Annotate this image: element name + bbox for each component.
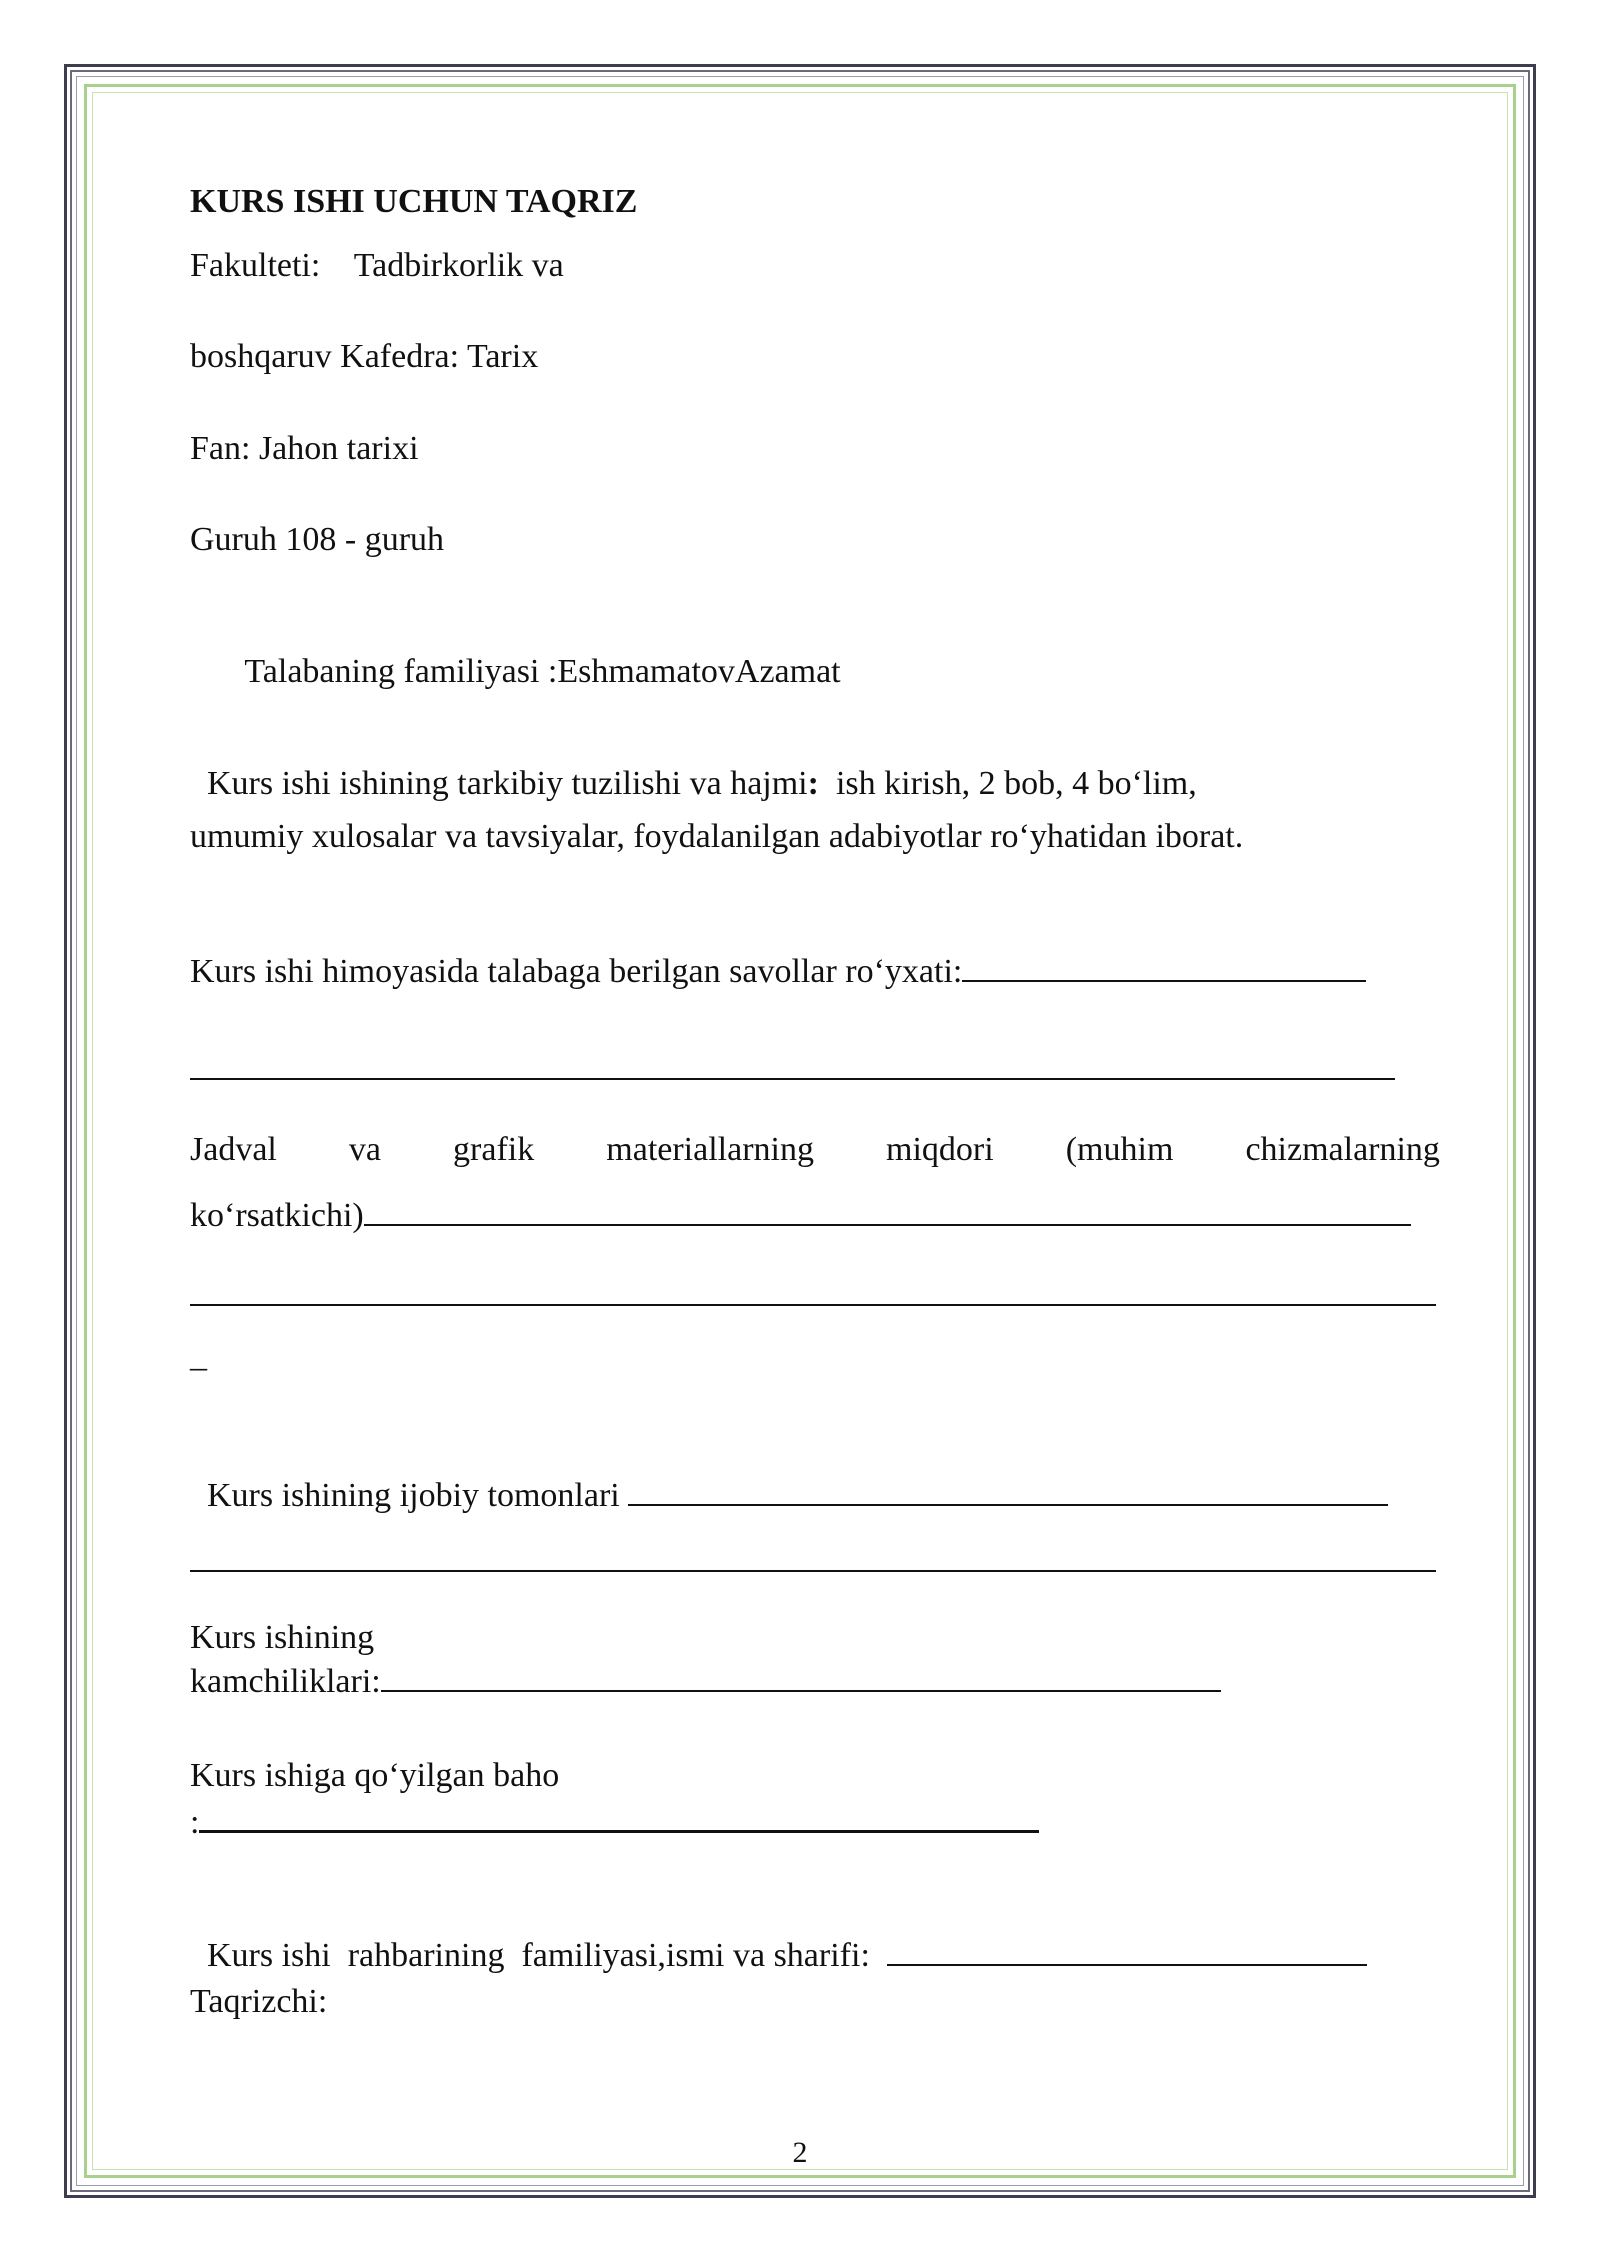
shortcomings-line-2 xyxy=(190,1660,1221,1702)
positive-blank[interactable] xyxy=(628,1474,1388,1506)
faculty-line-2: boshqaruv Kafedra: Tarix xyxy=(190,338,539,375)
document-title: KURS ISHI UCHUN TAQRIZ xyxy=(190,183,638,220)
group-line: Guruh 108 - guruh xyxy=(190,521,445,558)
questions-blank-line-2[interactable] xyxy=(190,1078,1395,1080)
shortcomings-label: kamchiliklari: xyxy=(190,1663,381,1700)
supervisor-label: Kurs ishi rahbarining familiyasi,ismi va sharifi: xyxy=(207,1937,887,1974)
materials-blank[interactable] xyxy=(364,1194,1411,1226)
positive-label: Kurs ishining ijobiy tomonlari xyxy=(207,1477,629,1514)
materials-word: chizmalarning xyxy=(1245,1131,1440,1168)
page-number: 2 xyxy=(792,2136,808,2169)
questions-line xyxy=(190,950,1366,992)
grade-blank[interactable] xyxy=(199,1800,1039,1833)
questions-blank[interactable] xyxy=(962,950,1366,982)
supervisor-blank[interactable] xyxy=(887,1934,1367,1966)
structure-line-2: umumiy xulosalar va tavsiyalar, foydalanilgan adabiyotlar ro‘yhatidan iborat. xyxy=(190,818,1244,855)
questions-label: Kurs ishi himoyasida talabaga berilgan savollar ro‘yxati: xyxy=(190,953,963,990)
structure-label: Kurs ishi ishining tarkibiy tuzilishi va hajmi xyxy=(207,765,808,802)
subject-line: Fan: Jahon tarixi xyxy=(190,430,419,467)
reviewer-label: Taqrizchi: xyxy=(190,1983,328,2020)
positive-line xyxy=(190,1434,1388,1516)
materials-line-2 xyxy=(190,1194,1411,1236)
materials-dash: _ xyxy=(190,1337,207,1374)
structure-line-1 xyxy=(190,724,1197,804)
grade-label: : xyxy=(190,1804,200,1841)
materials-word: va xyxy=(348,1131,381,1168)
materials-word: materiallarning xyxy=(606,1131,814,1168)
shortcomings-blank[interactable] xyxy=(381,1660,1221,1692)
shortcomings-line-1: Kurs ishining xyxy=(190,1619,375,1656)
student-label: Talabaning familiyasi xyxy=(244,653,540,690)
student-line xyxy=(228,612,841,692)
supervisor-line xyxy=(190,1894,1367,1976)
materials-word: Jadval xyxy=(190,1131,277,1168)
materials-word: miqdori xyxy=(886,1131,994,1168)
materials-label: ko‘rsatkichi) xyxy=(190,1197,364,1234)
materials-word: (muhim xyxy=(1065,1131,1174,1168)
faculty-line-1: Fakulteti: Tadbirkorlik va xyxy=(190,247,564,284)
positive-blank-line-2[interactable] xyxy=(190,1570,1436,1572)
student-value: :EshmamatovAzamat xyxy=(539,653,841,690)
materials-line-1 xyxy=(190,1130,1440,1170)
materials-word: grafik xyxy=(453,1131,535,1168)
structure-colon: : xyxy=(807,765,819,802)
structure-value: ish kirish, 2 bob, 4 bo‘lim, xyxy=(818,765,1197,802)
grade-line-2 xyxy=(190,1800,1039,1843)
grade-line-1: Kurs ishiga qo‘yilgan baho xyxy=(190,1757,560,1794)
materials-blank-line-2[interactable] xyxy=(190,1304,1436,1306)
